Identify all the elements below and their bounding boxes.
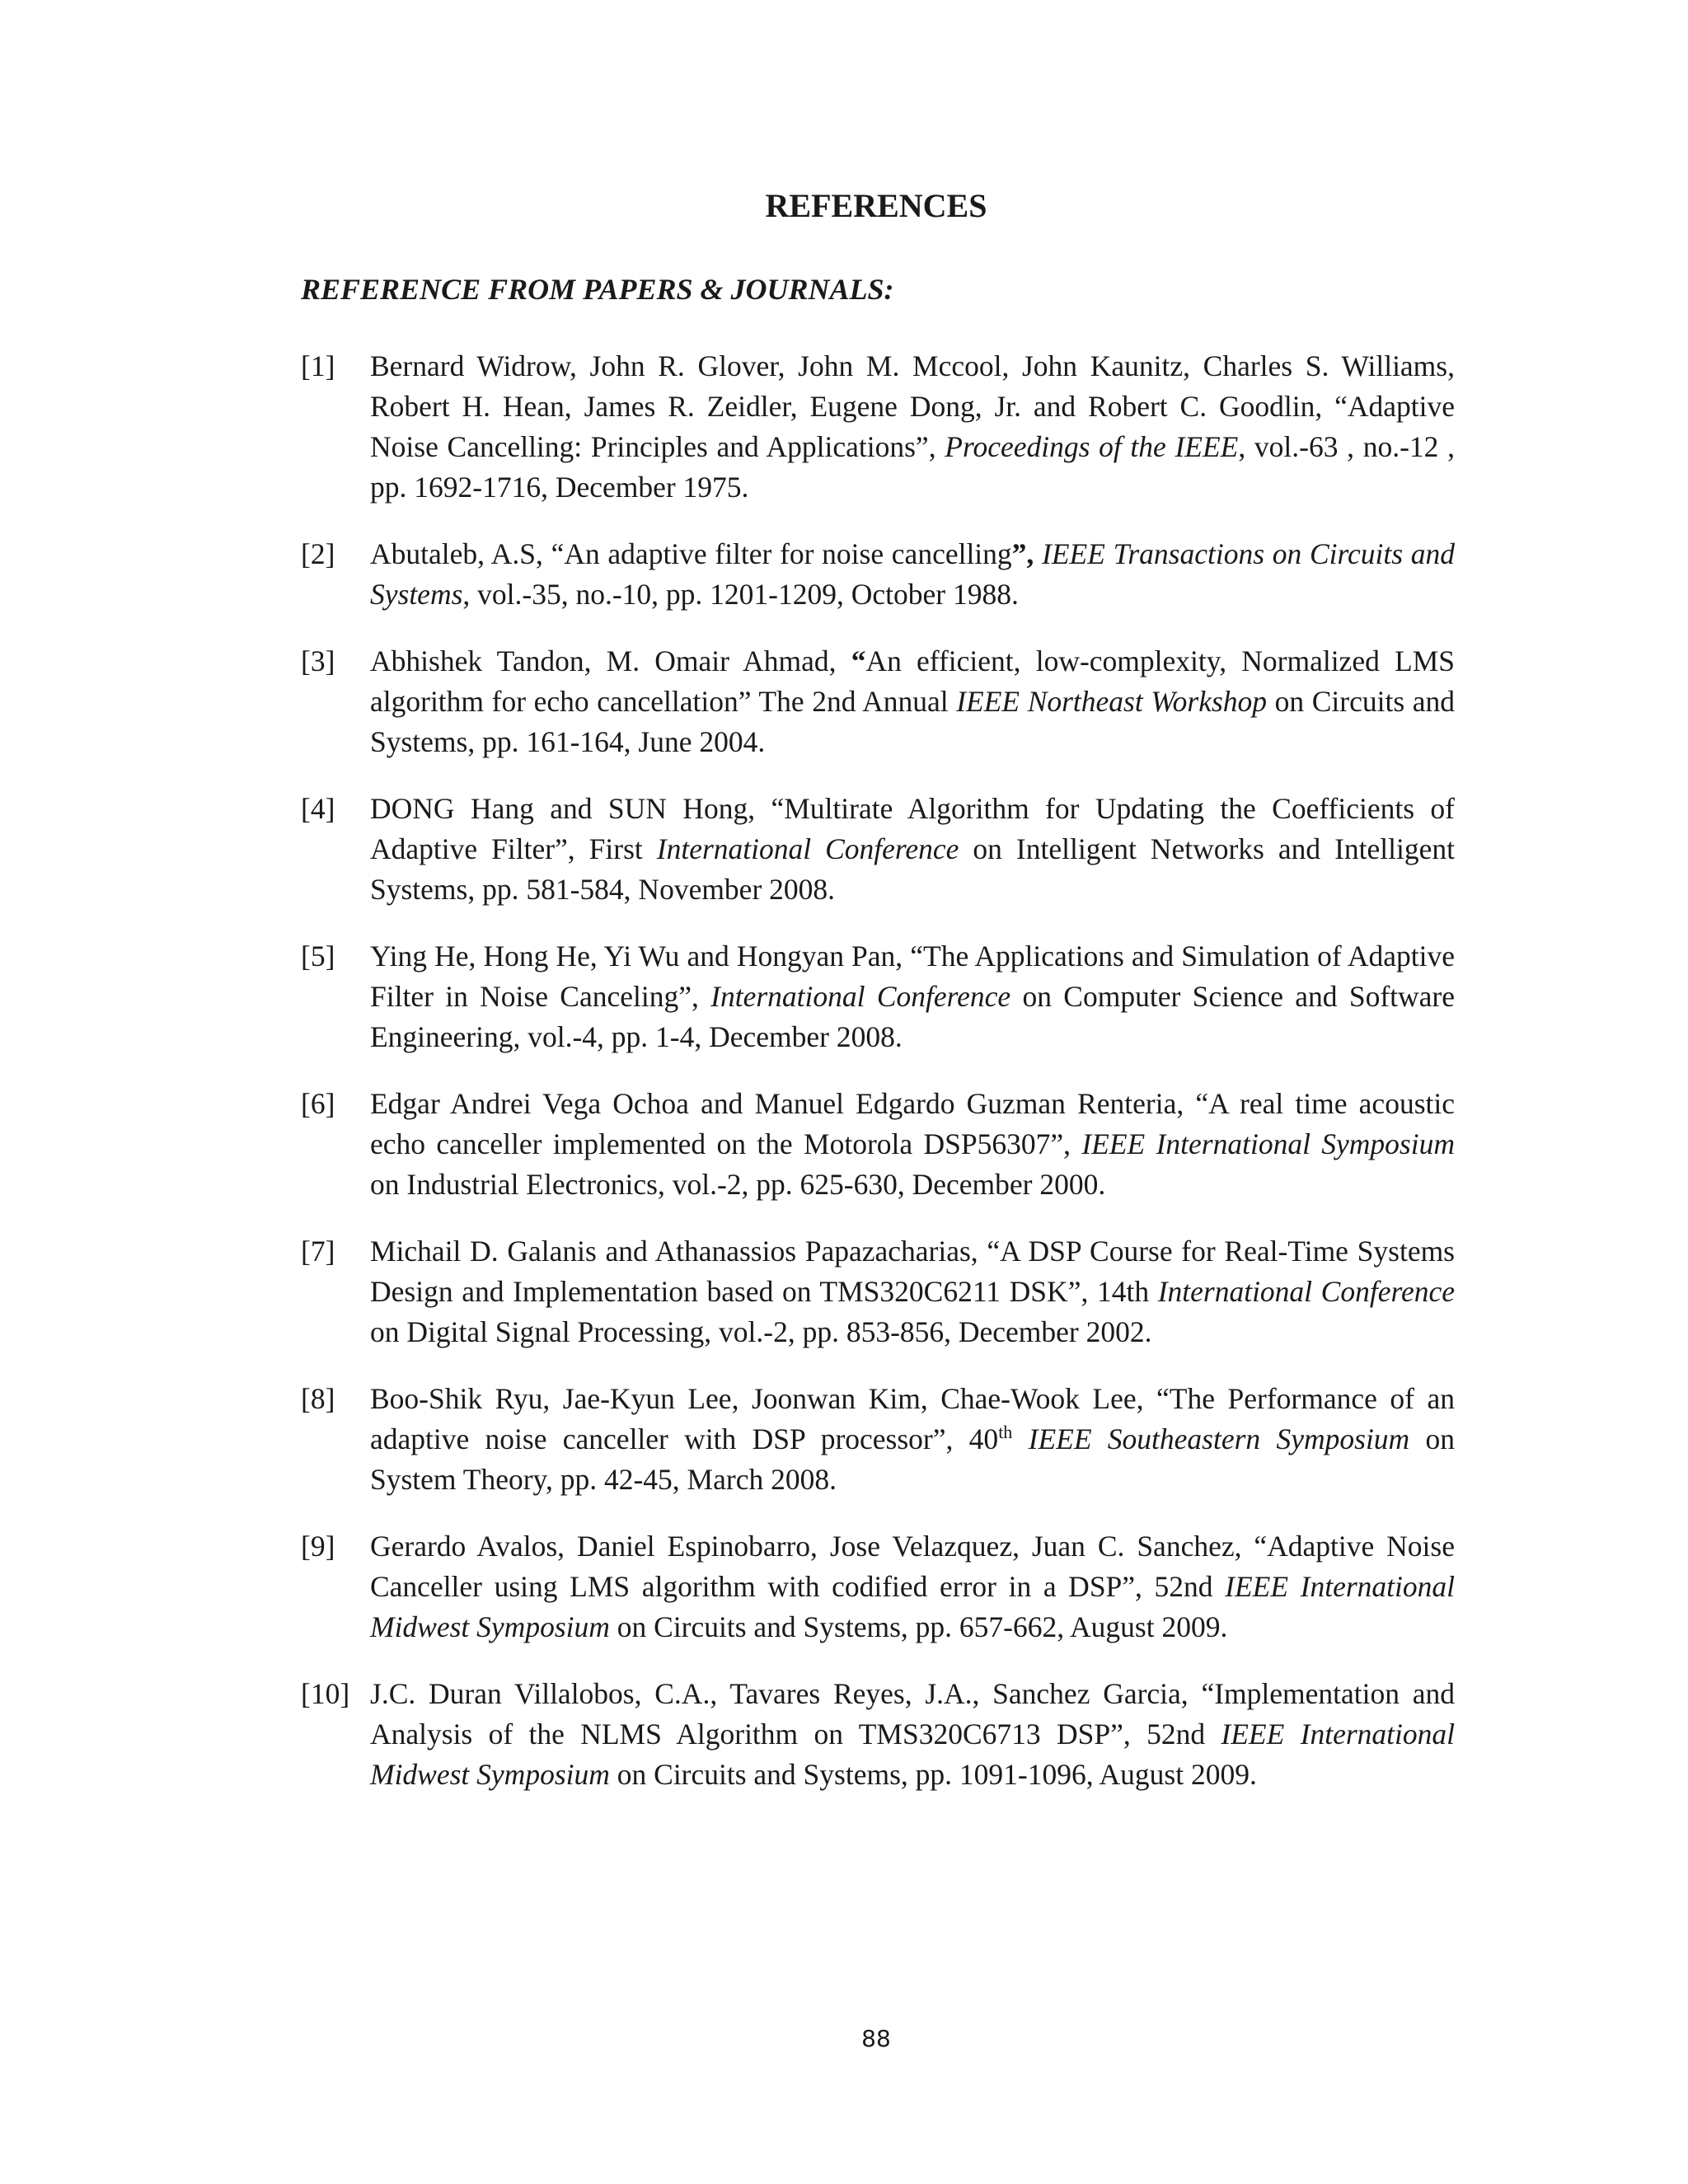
reference-text-segment: IEEE Southeastern Symposium — [1028, 1422, 1410, 1455]
reference-number: [5] — [301, 940, 335, 972]
page-title: REFERENCES — [765, 187, 987, 224]
reference-text — [370, 789, 1455, 910]
reference-text — [370, 1526, 1455, 1647]
reference-item — [301, 1084, 1455, 1205]
reference-text-segment — [1034, 537, 1042, 570]
reference-text-segment: on Industrial Electronics, vol.-2, pp. 625-630, December 2000. — [370, 1168, 1106, 1201]
reference-text — [370, 534, 1455, 615]
reference-text-segment: on Circuits and Systems, pp. 161-164, June 2004. — [370, 685, 1456, 758]
reference-list — [301, 346, 1455, 1821]
reference-text-segment: Boo-Shik Ryu, Jae-Kyun Lee, Joonwan Kim, Chae-Wook Lee, “The Performance of an adaptive noise canceller with DSP processor”, 40 — [370, 1382, 1455, 1455]
reference-number: [7] — [301, 1235, 335, 1268]
reference-text-segment: IEEE International Midwest Symposium — [370, 1570, 1455, 1643]
reference-item — [301, 936, 1455, 1057]
reference-text-segment: on Digital Signal Processing, vol.-2, pp. 853-856, December 2002. — [370, 1315, 1152, 1348]
reference-text-segment: DONG Hang and SUN Hong, “Multirate Algorithm for Updating the Coefficients of Adaptive Filter”, First — [370, 792, 1455, 865]
reference-number: [8] — [301, 1382, 335, 1415]
reference-item — [301, 534, 1455, 615]
reference-text-segment: International Conference — [710, 980, 1011, 1013]
reference-text-segment: J.C. Duran Villalobos, C.A., Tavares Reyes, J.A., Sanchez Garcia, “Implementation and Analysis of the NLMS Algorithm on TMS320C6713 DSP”, 52nd — [370, 1677, 1455, 1750]
reference-text — [370, 1084, 1455, 1205]
reference-text-segment: IEEE Northeast Workshop — [956, 685, 1268, 718]
reference-text-segment: International Conference — [656, 832, 959, 865]
reference-text-segment: on System Theory, pp. 42-45, March 2008. — [370, 1422, 1456, 1496]
reference-item — [301, 346, 1455, 508]
reference-text — [370, 346, 1455, 508]
reference-item — [301, 641, 1455, 762]
reference-text-segment: th — [998, 1422, 1013, 1443]
reference-text-segment — [1012, 1422, 1028, 1455]
reference-text — [370, 1674, 1455, 1795]
reference-text-segment: An efficient, low-complexity, Normalized LMS algorithm for echo cancellation” The 2nd Annual — [370, 644, 1455, 718]
reference-item — [301, 1674, 1455, 1795]
reference-text-segment: , vol.-63 , no.-12 , pp. 1692-1716, December 1975. — [370, 430, 1455, 504]
reference-item — [301, 1379, 1455, 1500]
reference-text-segment: IEEE International Symposium — [1081, 1127, 1455, 1160]
reference-text-segment: International Conference — [1157, 1275, 1455, 1308]
reference-text-segment: Ying He, Hong He, Yi Wu and Hongyan Pan, “The Applications and Simulation of Adaptive Filter in Noise Canceling”, — [370, 940, 1455, 1013]
reference-text-segment: IEEE International Midwest Symposium — [370, 1718, 1455, 1791]
reference-text-segment: IEEE Transactions on Circuits and Systems — [370, 537, 1455, 611]
reference-text-segment: , vol.-35, no.-10, pp. 1201-1209, October 1988. — [462, 578, 1019, 611]
reference-text-segment: on Circuits and Systems, pp. 657-662, August 2009. — [609, 1610, 1228, 1643]
reference-text-segment: Michail D. Galanis and Athanassios Papazacharias, “A DSP Course for Real-Time Systems Design and Implementation based on TMS320C6211 DSK”, 14th — [370, 1235, 1455, 1308]
reference-number: [4] — [301, 792, 335, 825]
reference-item — [301, 1231, 1455, 1352]
reference-text — [370, 1231, 1455, 1352]
reference-number: [9] — [301, 1530, 335, 1563]
reference-text-segment: Gerardo Avalos, Daniel Espinobarro, Jose Velazquez, Juan C. Sanchez, “Adaptive Noise Canceller using LMS algorithm with codified error in a DSP”, 52nd — [370, 1530, 1455, 1603]
reference-item — [301, 789, 1455, 910]
reference-text-segment: on Circuits and Systems, pp. 1091-1096, August 2009. — [609, 1758, 1257, 1791]
reference-item — [301, 1526, 1455, 1647]
reference-text-segment: Abutaleb, A.S, “An adaptive filter for noise cancelling — [370, 537, 1012, 570]
reference-text-segment: Abhishek Tandon, M. Omair Ahmad, — [370, 644, 851, 677]
reference-text-segment: “ — [851, 644, 866, 677]
reference-text-segment: on Intelligent Networks and Intelligent Systems, pp. 581-584, November 2008. — [370, 832, 1455, 906]
reference-text — [370, 936, 1455, 1057]
reference-text-segment: Proceedings of the IEEE — [945, 430, 1239, 463]
section-heading: REFERENCE FROM PAPERS & JOURNALS: — [301, 273, 894, 306]
reference-number: [3] — [301, 644, 335, 677]
reference-text-segment: Edgar Andrei Vega Ochoa and Manuel Edgardo Guzman Renteria, “A real time acoustic echo canceller implemented on the Motorola DSP56307”, — [370, 1087, 1455, 1160]
reference-number: [10] — [301, 1677, 350, 1710]
reference-text-segment: on Computer Science and Software Engineering, vol.-4, pp. 1-4, December 2008. — [370, 980, 1455, 1053]
reference-text-segment: Bernard Widrow, John R. Glover, John M. Mccool, John Kaunitz, Charles S. Williams, Robert H. Hean, James R. Zeidler, Eugene Dong, Jr. and Robert C. Goodlin, “Adaptive Noise Cancelling: Principles and Applications”, — [370, 349, 1455, 463]
reference-number: [6] — [301, 1087, 335, 1120]
reference-number: [1] — [301, 349, 335, 382]
page-number: 88 — [861, 2025, 891, 2052]
reference-number: [2] — [301, 537, 335, 570]
reference-text — [370, 641, 1455, 762]
reference-text-segment: ”, — [1011, 537, 1034, 570]
reference-text — [370, 1379, 1455, 1500]
